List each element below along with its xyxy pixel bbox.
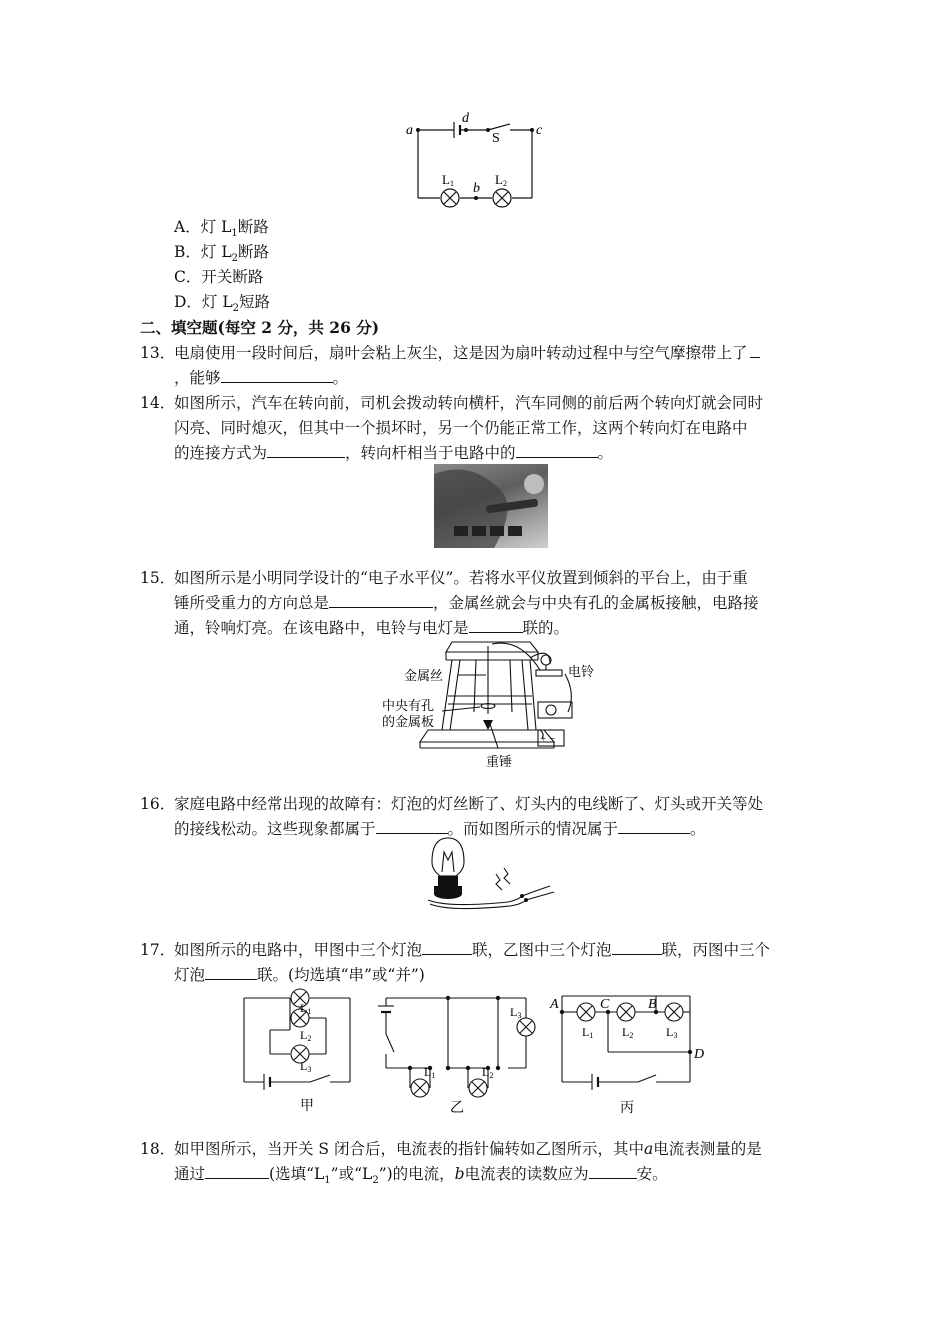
- bing-l3: L3: [666, 1025, 678, 1040]
- bing-caption: 丙: [620, 1101, 634, 1116]
- option-a: A．灯 $L_1$断路: [174, 218, 269, 240]
- label-weight: 重锤: [486, 754, 513, 769]
- q16-line1: 家庭电路中经常出现的故障有：灯泡的灯丝断了、灯头内的电线断了、灯头或开关等处: [174, 795, 764, 813]
- q14-line3: 的连接方式为 ，转向杆相当于电路中的 。: [174, 444, 614, 462]
- label-d: d: [462, 111, 469, 126]
- q16-blank-1[interactable]: [376, 818, 448, 834]
- yi-l2: L2: [482, 1065, 494, 1080]
- three-circuits-figure: [236, 982, 706, 1118]
- q14-blank-2[interactable]: [516, 442, 598, 458]
- q14-line1: 如图所示，汽车在转向前，司机会拨动转向横杆，汽车同侧的前后两个转向灯就会同时: [174, 394, 764, 412]
- q15-blank-1[interactable]: [329, 592, 433, 608]
- section-title: 二、填空题(每空 2 分，共 26 分): [140, 318, 380, 337]
- q17-blank-2[interactable]: [612, 939, 662, 955]
- label-plate-1: 中央有孔: [382, 698, 435, 713]
- q18-blank-2[interactable]: [589, 1163, 637, 1179]
- electronic-level-figure: [380, 634, 610, 774]
- label-plate-2: 的金属板: [382, 714, 435, 729]
- q17-line2: 灯泡 联。(均选填“串”或“并”): [174, 966, 425, 984]
- bing-l2: L2: [622, 1025, 634, 1040]
- jia-l1: L1: [300, 1001, 312, 1016]
- label-b: b: [473, 181, 480, 196]
- q13-blank-2[interactable]: [221, 367, 333, 383]
- yi-l1: L1: [424, 1065, 436, 1080]
- yi-caption: 乙: [450, 1101, 464, 1116]
- q15-number: 15．: [140, 569, 176, 587]
- option-b: B．灯 $L_2$断路: [174, 243, 270, 265]
- q18-line1: 如甲图所示，当开关 S 闭合后，电流表的指针偏转如乙图所示，其中a电流表测量的是: [174, 1140, 762, 1158]
- q16-line2: 的接线松动。这些现象都属于 。而如图所示的情况属于 。: [174, 820, 706, 838]
- bing-c: C: [600, 997, 610, 1012]
- top-circuit-figure: [398, 108, 558, 212]
- q15-blank-2[interactable]: [469, 617, 523, 633]
- label-plus-minus: + −: [540, 733, 556, 745]
- q18-blank-1[interactable]: [205, 1163, 269, 1179]
- bing-a: A: [550, 997, 559, 1012]
- q18-line2: 通过 (选填“$L_1$”或“$L_2$”)的电流，b电流表的读数应为 安。: [174, 1165, 668, 1187]
- bing-b: B: [648, 997, 657, 1012]
- jia-caption: 甲: [300, 1099, 314, 1114]
- q13-line1: 电扇使用一段时间后，扇叶会粘上灰尘，这是因为扇叶转动过程中与空气摩擦带上了: [174, 342, 760, 364]
- q13-blank-1[interactable]: [750, 342, 760, 358]
- q16-blank-2[interactable]: [618, 818, 690, 834]
- bing-l1: L1: [582, 1025, 594, 1040]
- label-s: S: [492, 131, 500, 146]
- q17-number: 17．: [140, 941, 176, 959]
- label-l1: L1: [442, 172, 454, 188]
- jia-l3: L3: [300, 1059, 312, 1074]
- option-c: C．开关断路: [174, 268, 264, 286]
- q14-line2: 闪亮、同时熄灭，但其中一个损坏时，另一个仍能正常工作，这两个转向灯在电路中: [174, 419, 748, 437]
- q17-blank-3[interactable]: [205, 964, 257, 980]
- q18-number: 18．: [140, 1140, 176, 1158]
- q14-number: 14．: [140, 394, 176, 412]
- label-c: c: [536, 123, 543, 138]
- bulb-figure: [418, 834, 560, 916]
- option-d: D．灯 $L_2$短路: [174, 293, 271, 315]
- label-metal-wire: 金属丝: [404, 668, 444, 683]
- bing-d: D: [694, 1047, 705, 1062]
- q17-blank-1[interactable]: [422, 939, 472, 955]
- yi-l3: L3: [510, 1005, 522, 1020]
- label-a: a: [406, 123, 413, 138]
- label-bell: 电铃: [568, 664, 595, 679]
- label-l2: L2: [495, 172, 507, 188]
- q15-line2: 锤所受重力的方向总是 ，金属丝就会与中央有孔的金属板接触，电路接: [174, 594, 759, 612]
- q17-line1: 如图所示的电路中，甲图中三个灯泡 联，乙图中三个灯泡 联，丙图中三个: [174, 941, 771, 959]
- q14-blank-1[interactable]: [267, 442, 345, 458]
- q15-line1: 如图所示是小明同学设计的“电子水平仪”。若将水平仪放置到倾斜的平台上，由于重: [174, 569, 748, 587]
- q13-number: 13．: [140, 344, 176, 362]
- q13-line2: ，能够 。: [174, 369, 349, 387]
- q15-line3: 通，铃响灯亮。在该电路中，电铃与电灯是 联的。: [174, 619, 570, 637]
- jia-l2: L2: [300, 1028, 312, 1043]
- steering-lever-photo: [434, 464, 548, 548]
- q16-number: 16．: [140, 795, 176, 813]
